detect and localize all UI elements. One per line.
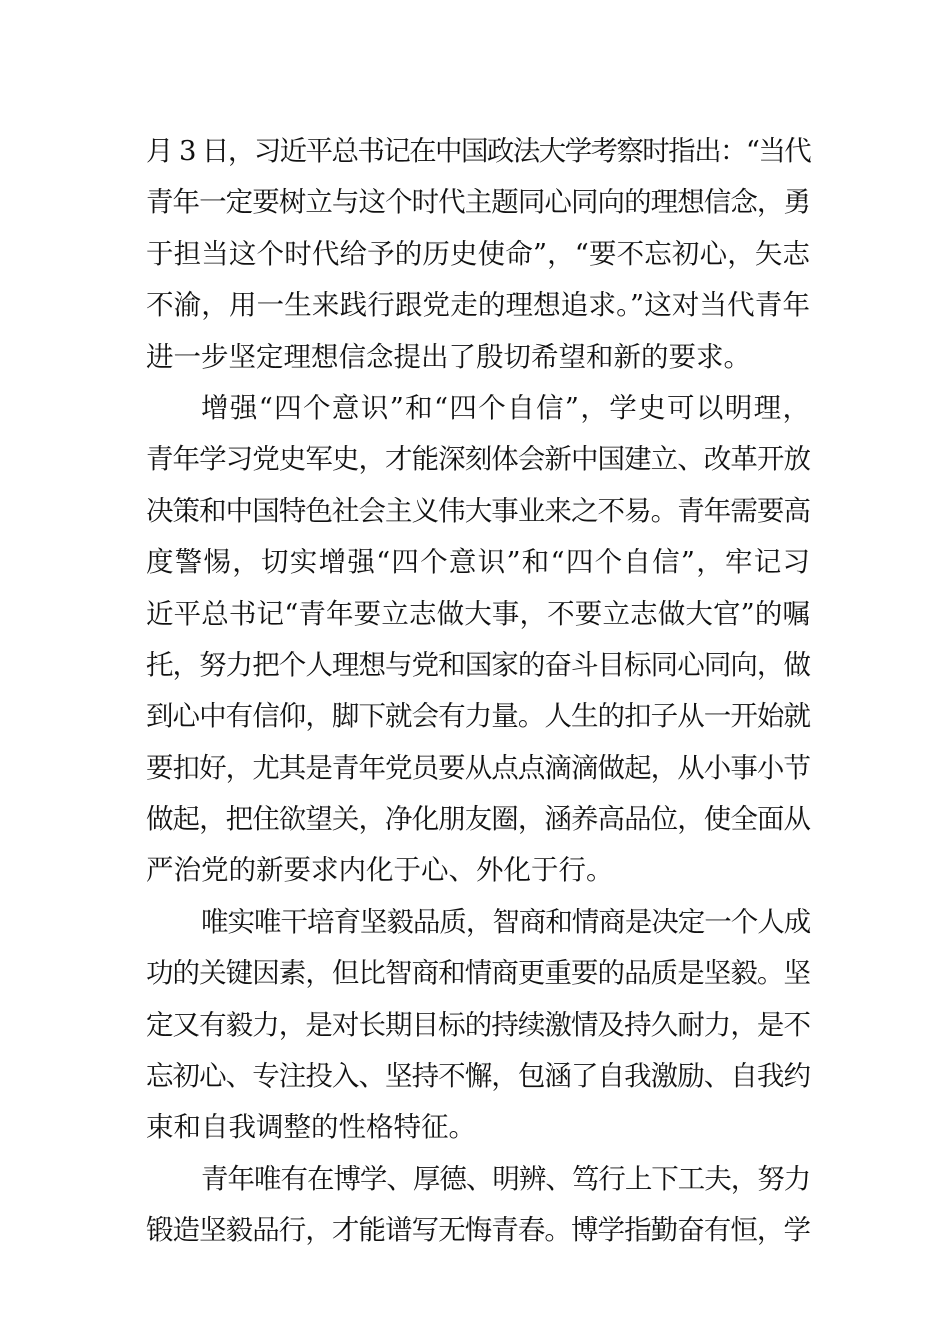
text-line: 严治党的新要求内化于心、外化于行。 bbox=[146, 854, 614, 887]
text-line: 决策和中国特色社会主义伟大事业来之不易。青年需要高 bbox=[146, 494, 810, 527]
text-line: 进一步坚定理想信念提出了殷切希望和新的要求。 bbox=[146, 340, 751, 373]
text-line: 做起，把住欲望关，净化朋友圈，涵养高品位，使全面从 bbox=[146, 803, 810, 836]
text-line: 功的关键因素，但比智商和情商更重要的品质是坚毅。坚 bbox=[146, 957, 810, 990]
text-line: 月 3 日，习近平总书记在中国政法大学考察时指出：“当代 bbox=[146, 135, 810, 167]
text-line: 定又有毅力，是对长期目标的持续激情及持久耐力，是不 bbox=[146, 1008, 810, 1041]
text-line: 束和自我调整的性格特征。 bbox=[146, 1111, 476, 1144]
paragraph-4 bbox=[146, 1154, 810, 1257]
text-line: 青年唯有在博学、厚德、明辨、笃行上下工夫，努力 bbox=[201, 1162, 810, 1195]
text-line: 青年学习党史军史，才能深刻体会新中国建立、改革开放 bbox=[146, 443, 810, 476]
document-body bbox=[146, 126, 810, 1257]
paragraph-1 bbox=[146, 126, 810, 383]
text-line: 托，努力把个人理想与党和国家的奋斗目标同心同向，做 bbox=[146, 648, 810, 681]
text-line: 于担当这个时代给予的历史使命”，“要不忘初心，矢志 bbox=[146, 237, 810, 270]
paragraph-2 bbox=[146, 383, 810, 897]
text-line: 忘初心、专注投入、坚持不懈，包涵了自我激励、自我约 bbox=[146, 1060, 810, 1093]
text-line: 要扣好，尤其是青年党员要从点点滴滴做起，从小事小节 bbox=[146, 751, 810, 784]
text-line: 到心中有信仰，脚下就会有力量。人生的扣子从一开始就 bbox=[146, 700, 810, 733]
text-line: 近平总书记“青年要立志做大事，不要立志做大官”的嘱 bbox=[146, 597, 810, 630]
text-line: 锻造坚毅品行，才能谱写无悔青春。博学指勤奋有恒，学 bbox=[146, 1214, 810, 1247]
text-line: 青年一定要树立与这个时代主题同心同向的理想信念，勇 bbox=[146, 186, 810, 219]
text-line: 增强“四个意识”和“四个自信”，学史可以明理， bbox=[201, 391, 810, 424]
text-line: 唯实唯干培育坚毅品质，智商和情商是决定一个人成 bbox=[201, 905, 810, 938]
text-line: 不渝，用一生来践行跟党走的理想追求。”这对当代青年 bbox=[146, 289, 810, 322]
paragraph-3 bbox=[146, 897, 810, 1154]
text-line: 度警惕，切实增强“四个意识”和“四个自信”，牢记习 bbox=[146, 546, 810, 579]
